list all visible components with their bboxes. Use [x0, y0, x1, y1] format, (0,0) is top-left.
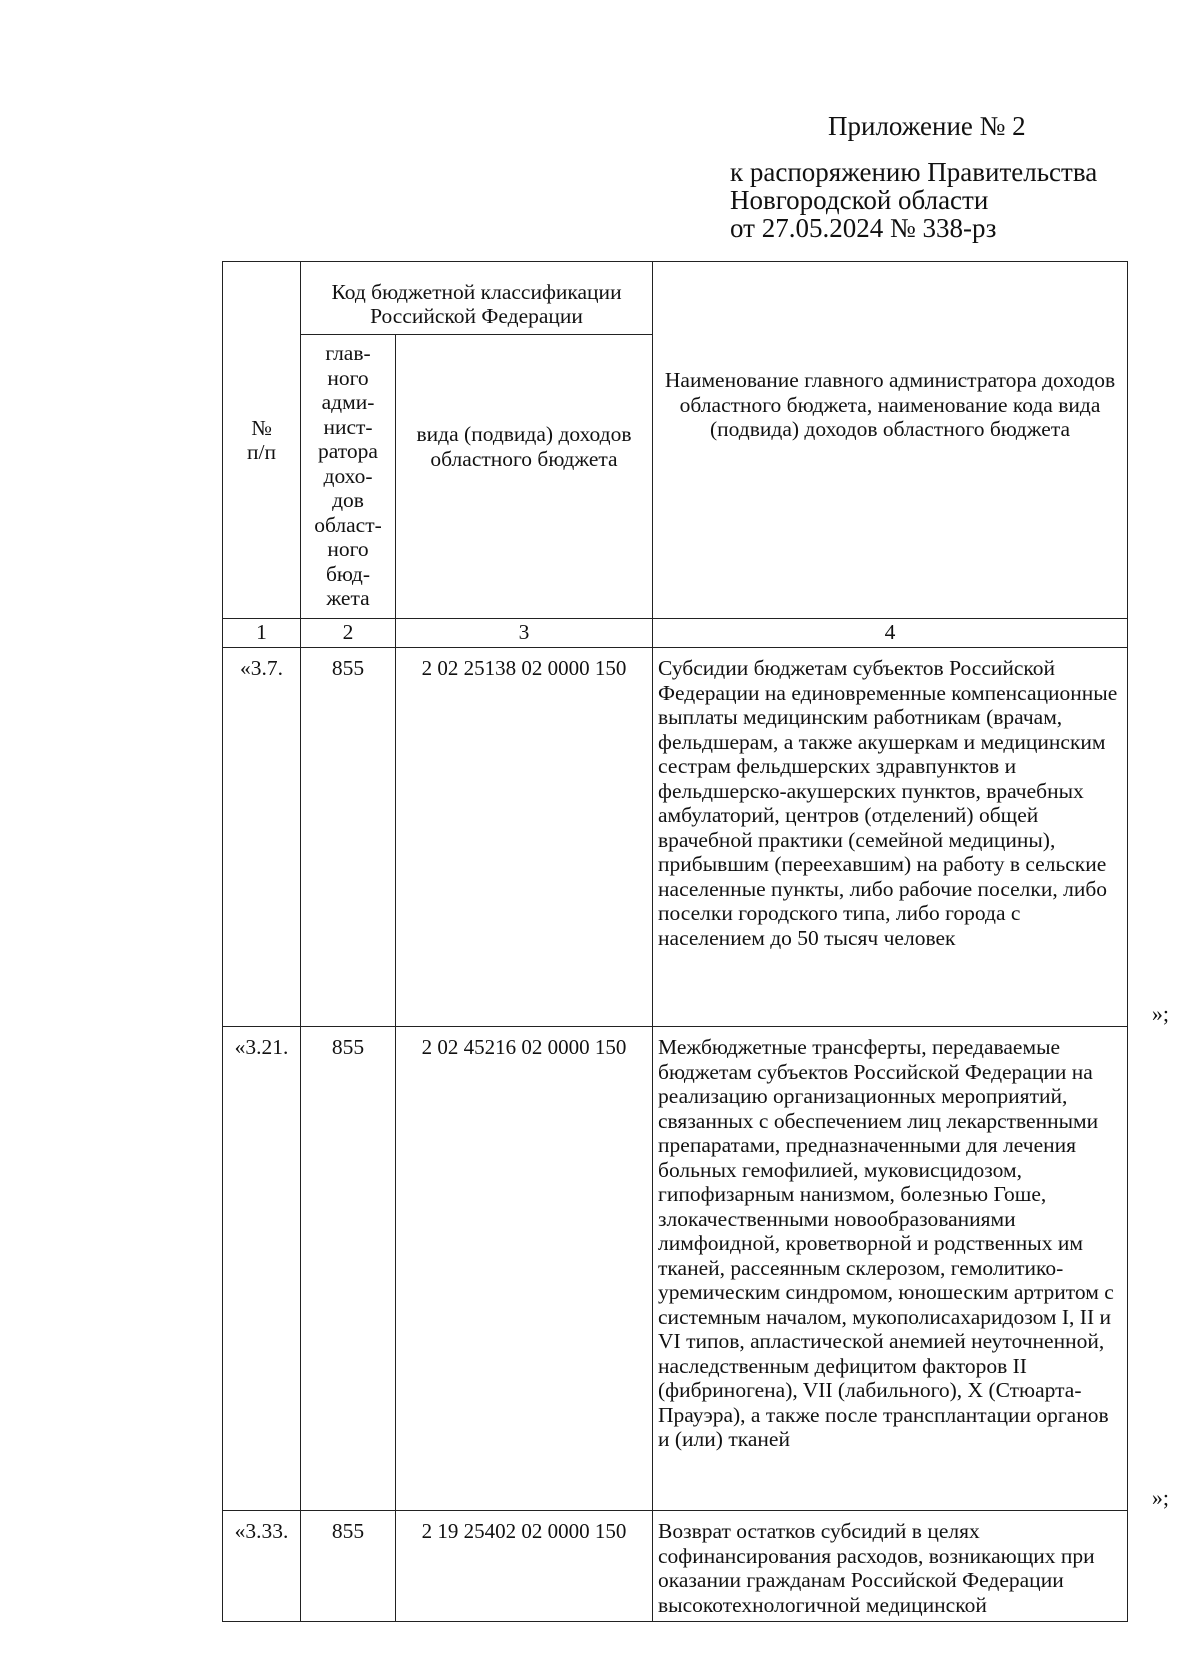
row-admin-code: 855 [301, 1511, 396, 1622]
document-header [730, 112, 1170, 242]
col-number: 1 [223, 619, 301, 648]
row-description [653, 1511, 1128, 1622]
row-number: «3.33. [223, 1511, 301, 1622]
row-description [653, 1027, 1170, 1511]
table-row [223, 648, 1128, 1027]
row-description-text: Субсидии бюджетам субъектов Российской Федерации на единовременные компенсационные выплаты медицинским работникам (врачам, фельдшерам, а также акушеркам и медицинским сестрам фельдшерских здравпунктов и фельдшерско-акушерских пунктов, врачебных амбулаторий, центров (отделений) общей врачебной практики (семейной медицины), прибывшим (переехавшим) на работу в сельские населенные пункты, либо рабочие поселки, либо поселки городского типа, либо города с населением до 50 тысяч человек [658, 656, 1118, 950]
header-admin: глав- ного адми- нист- ратора дохо- дов област- ного бюд- жета [301, 335, 396, 619]
row-income-code: 2 02 25138 02 0000 150 [396, 648, 653, 1027]
col-number: 4 [653, 619, 1128, 648]
col-number: 2 [301, 619, 396, 648]
row-description-text: Межбюджетные трансферты, передаваемые бюджетам субъектов Российской Федерации на реализацию организационных мероприятий, связанных с обеспечением лиц лекарственными препаратами, предназначенными для лечения больных гемофилией, муковисцидозом, гипофизарным нанизмом, болезнью Гоше, злокачественными новообразованиями лимфоидной, кроветворной и родственных им тканей, рассеянным склерозом, гемолитико-уремическим синдромом, юношеским артритом с системным началом, мукополисахаридозом I, II и VI типов, апластической анемией неуточненной, наследственным дефицитом факторов II (фибриногена), VII (лабильного), X (Стюарта-Прауэра), а также после трансплантации органов и (или) тканей [658, 1035, 1114, 1451]
row-end-mark: »; [1151, 1000, 1170, 1026]
row-number: «3.21. [223, 1027, 301, 1511]
header-line-2: Новгородской области [730, 185, 989, 215]
header-num: № п/п [223, 262, 301, 619]
row-number: «3.7. [223, 648, 301, 1027]
row-admin-code: 855 [301, 1027, 396, 1511]
appendix-title: Приложение № 2 [828, 111, 1026, 141]
row-income-code: 2 19 25402 02 0000 150 [396, 1511, 653, 1622]
header-line-1: к распоряжению Правительства [730, 157, 1098, 187]
budget-classification-table [222, 261, 1170, 1622]
header-code: вида (подвида) доходов областного бюджета [396, 335, 653, 619]
table-row [223, 1511, 1128, 1622]
header-kbk-group: Код бюджетной классификации Российской Федерации [301, 262, 653, 335]
row-description [653, 648, 1170, 1027]
table-header-row [223, 262, 1128, 335]
column-numbers-row [223, 619, 1128, 648]
row-end-mark: »; [1151, 1484, 1170, 1510]
row-income-code: 2 02 45216 02 0000 150 [396, 1027, 653, 1511]
header-name: Наименование главного администратора доходов областного бюджета, наименование кода вида (подвида) доходов областного бюджета [653, 262, 1128, 619]
table-row [223, 1027, 1128, 1511]
row-description-text: Возврат остатков субсидий в целях софинансирования расходов, возникающих при оказании гражданам Российской Федерации высокотехнологичной медицинской [658, 1519, 1095, 1617]
row-admin-code: 855 [301, 648, 396, 1027]
header-line-3: от 27.05.2024 № 338-рз [730, 213, 997, 243]
col-number: 3 [396, 619, 653, 648]
